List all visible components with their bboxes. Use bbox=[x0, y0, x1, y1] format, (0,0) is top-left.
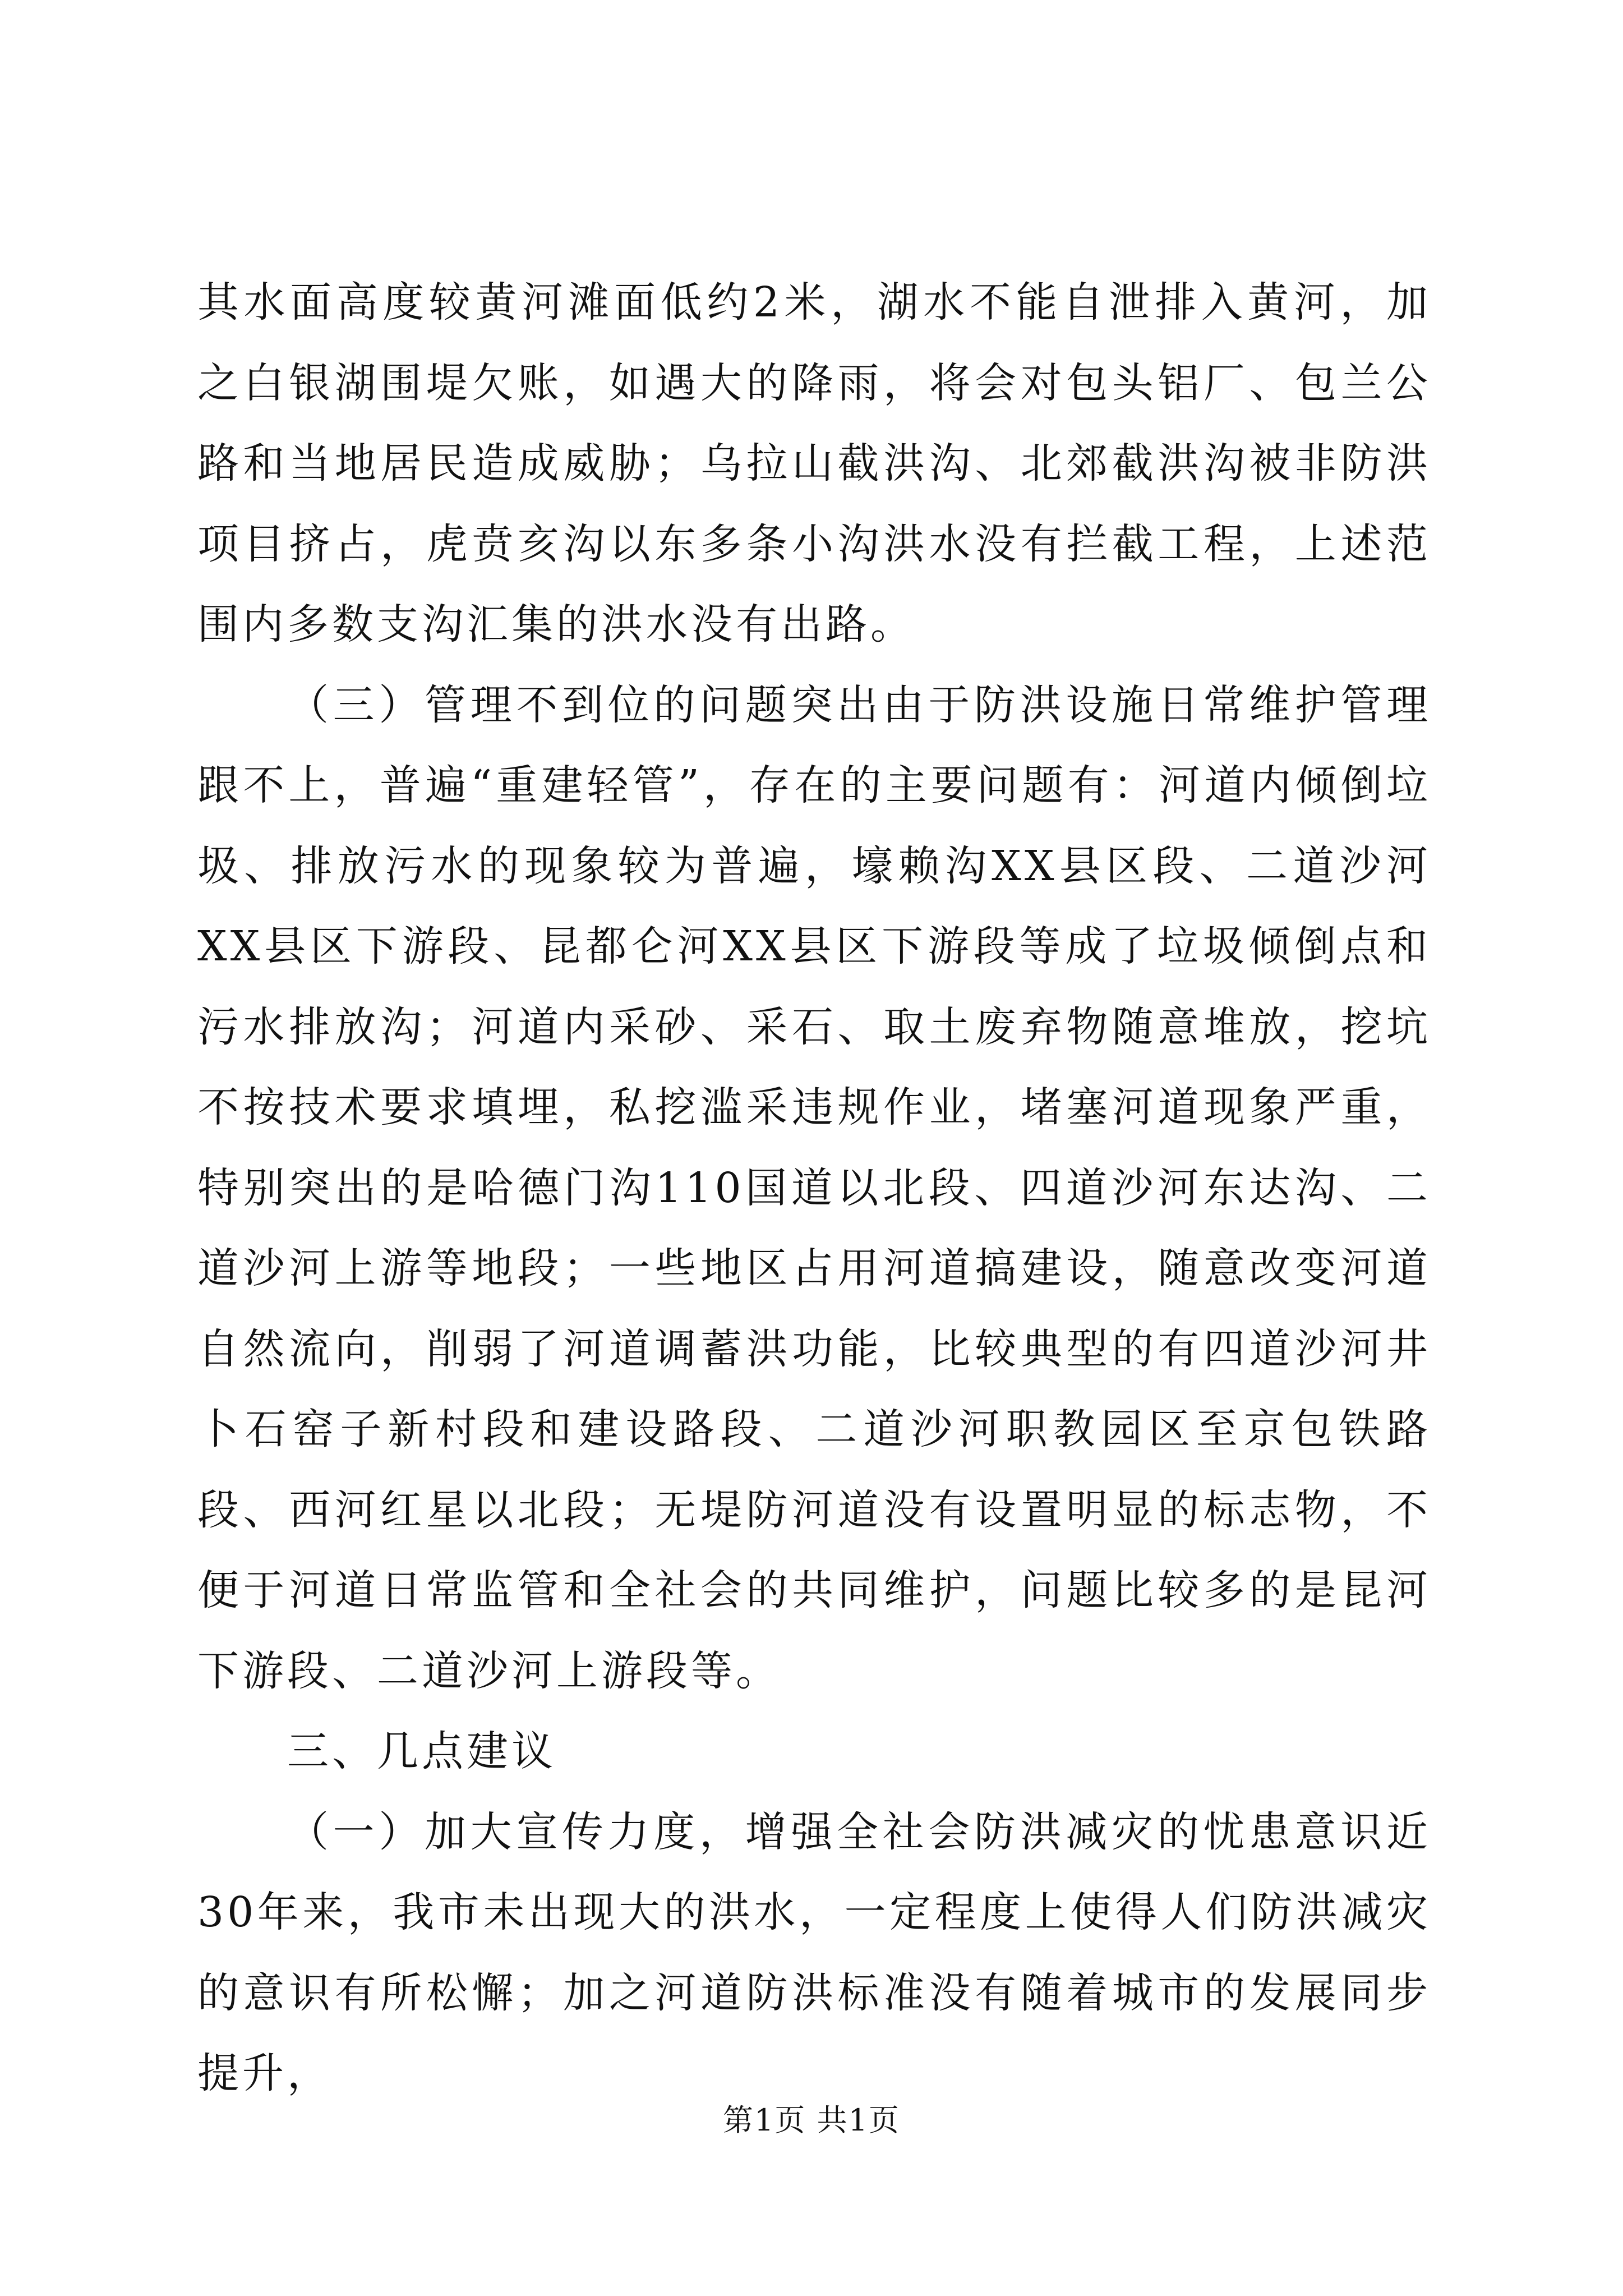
paragraph-publicity: （一）加大宣传力度，增强全社会防洪减灾的忧患意识近30年来，我市未出现大的洪水，一定程度上使得人们防洪减灾的意识有所松懈；加之河道防洪标准没有随着城市的发展同步提升， bbox=[197, 1807, 1431, 2097]
document-body bbox=[197, 263, 1431, 2114]
section-heading-suggestions: 三、几点建议 bbox=[287, 1727, 556, 1775]
paragraph-management-issues: （三）管理不到位的问题突出由于防洪设施日常维护管理跟不上，普遍“重建轻管”，存在的主要问题有：河道内倾倒垃圾、排放污水的现象较为普遍，壕赖沟XX县区段、二道沙河XX县区下游段、昆都仑河XX县区下游段等成了垃圾倾倒点和污水排放沟；河道内采砂、采石、取土废弃物随意堆放，挖坑不按技术要求填埋，私挖滥采违规作业，堵塞河道现象严重，特别突出的是哈德门沟110国道以北段、四道沙河东达沟、二道沙河上游等地段；一些地区占用河道搞建设，随意改变河道自然流向，削弱了河道调蓄洪功能，比较典型的有四道沙河井卜石窑子新村段和建设路段、二道沙河职教园区至京包铁路段、西河红星以北段；无堤防河道没有设置明显的标志物，不便于河道日常监管和全社会的共同维护，问题比较多的是昆河下游段、二道沙河上游段等。 bbox=[197, 680, 1431, 1695]
paragraph-continuation: 其水面高度较黄河滩面低约2米，湖水不能自泄排入黄河，加之白银湖围堤欠账，如遇大的降雨，将会对包头铝厂、包兰公路和当地居民造成威胁；乌拉山截洪沟、北郊截洪沟被非防洪项目挤占，虎贲亥沟以东多条小沟洪水没有拦截工程，上述范围内多数支沟汇集的洪水没有出路。 bbox=[197, 278, 1431, 648]
page-footer: 第1页 共1页 bbox=[723, 2102, 900, 2138]
